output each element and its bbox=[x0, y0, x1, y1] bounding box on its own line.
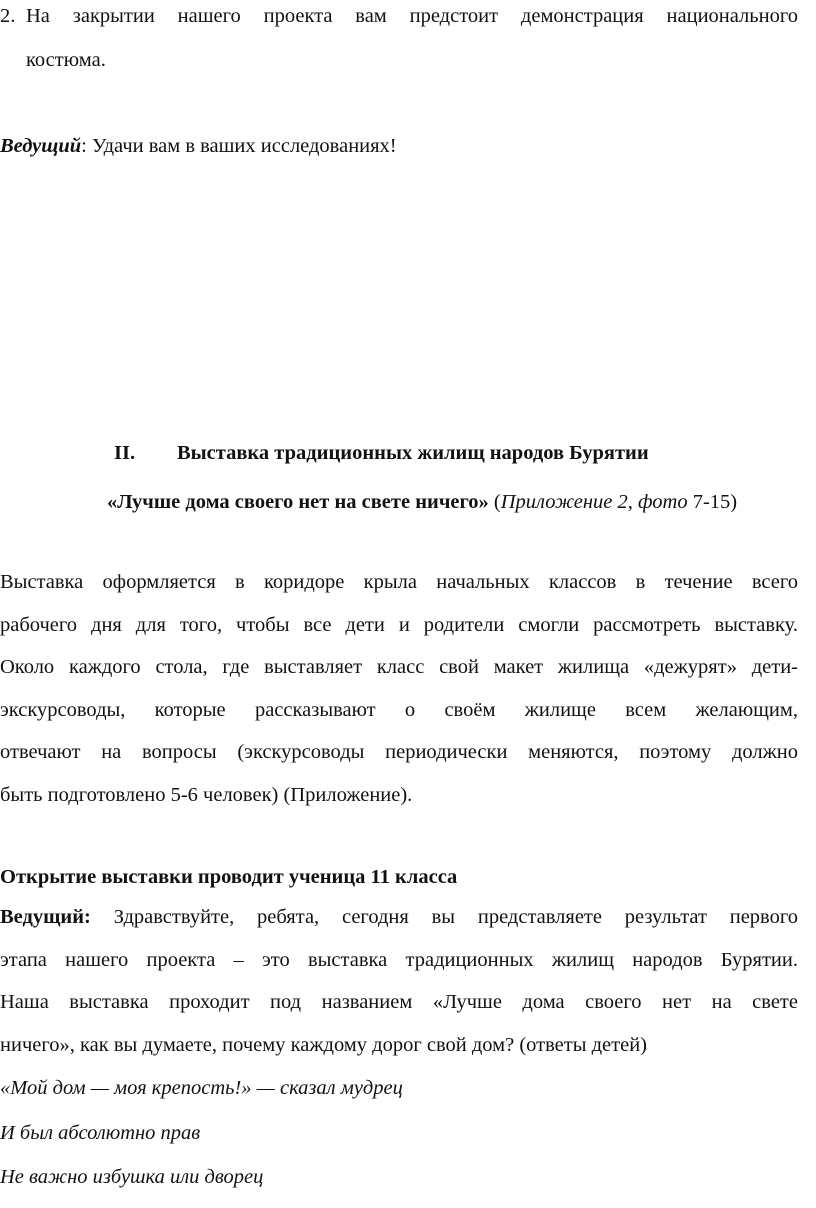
section-title: Выставка традиционных жилищ народов Бурятии bbox=[177, 442, 649, 464]
opening-text: Здравствуйте, ребята, сегодня вы представляете результат первого bbox=[90, 906, 798, 928]
poem-line: И был абсолютно прав bbox=[0, 1122, 201, 1144]
opening-line: Наша выставка проходит под названием «Лучше дома своего нет на свете bbox=[0, 991, 798, 1013]
speaker-label: Ведущий bbox=[0, 135, 82, 157]
photo-range: 7-15) bbox=[687, 491, 738, 513]
exhibition-name: «Лучше дома своего нет на свете ничего» bbox=[107, 491, 489, 513]
list-number: 2. bbox=[0, 5, 16, 27]
appendix-reference: Приложение 2, фото bbox=[500, 491, 688, 513]
speaker-separator: : bbox=[81, 135, 87, 157]
speaker-label: Ведущий: bbox=[0, 906, 91, 928]
section-number: II. bbox=[114, 442, 136, 464]
poem-line: Не важно избушка или дворец bbox=[0, 1166, 264, 1188]
paragraph-line: быть подготовлено 5-6 человек) (Приложение). bbox=[0, 784, 413, 806]
paragraph-line: рабочего дня для того, чтобы все дети и родители смогли рассмотреть выставку. bbox=[0, 614, 798, 636]
ref-open: ( bbox=[488, 491, 501, 513]
paragraph-line: отвечают на вопросы (экскурсоводы периодически меняются, поэтому должно bbox=[0, 741, 798, 763]
opening-heading: Открытие выставки проводит ученица 11 класса bbox=[0, 866, 458, 888]
opening-line: этапа нашего проекта – это выставка традиционных жилищ народов Бурятии. bbox=[0, 949, 798, 971]
opening-line bbox=[0, 906, 798, 929]
poem-line: «Мой дом — моя крепость!» — сказал мудрец bbox=[0, 1077, 403, 1099]
paragraph-line: Около каждого стола, где выставляет класс свой макет жилища «дежурят» дети- bbox=[0, 656, 798, 678]
opening-line: ничего», как вы думаете, почему каждому дорог свой дом? (ответы детей) bbox=[0, 1034, 648, 1056]
paragraph-line: Выставка оформляется в коридоре крыла начальных классов в течение всего bbox=[0, 571, 798, 593]
host-remark-text: Удачи вам в ваших исследованиях! bbox=[86, 135, 397, 157]
list-item-text: На закрытии нашего проекта вам предстоит демонстрация национального bbox=[26, 5, 798, 27]
list-item-text-continued: костюма. bbox=[26, 49, 106, 71]
paragraph-line: экскурсоводы, которые рассказывают о своём жилище всем желающим, bbox=[0, 699, 798, 721]
section-subtitle bbox=[107, 491, 737, 514]
host-remark bbox=[0, 135, 397, 158]
